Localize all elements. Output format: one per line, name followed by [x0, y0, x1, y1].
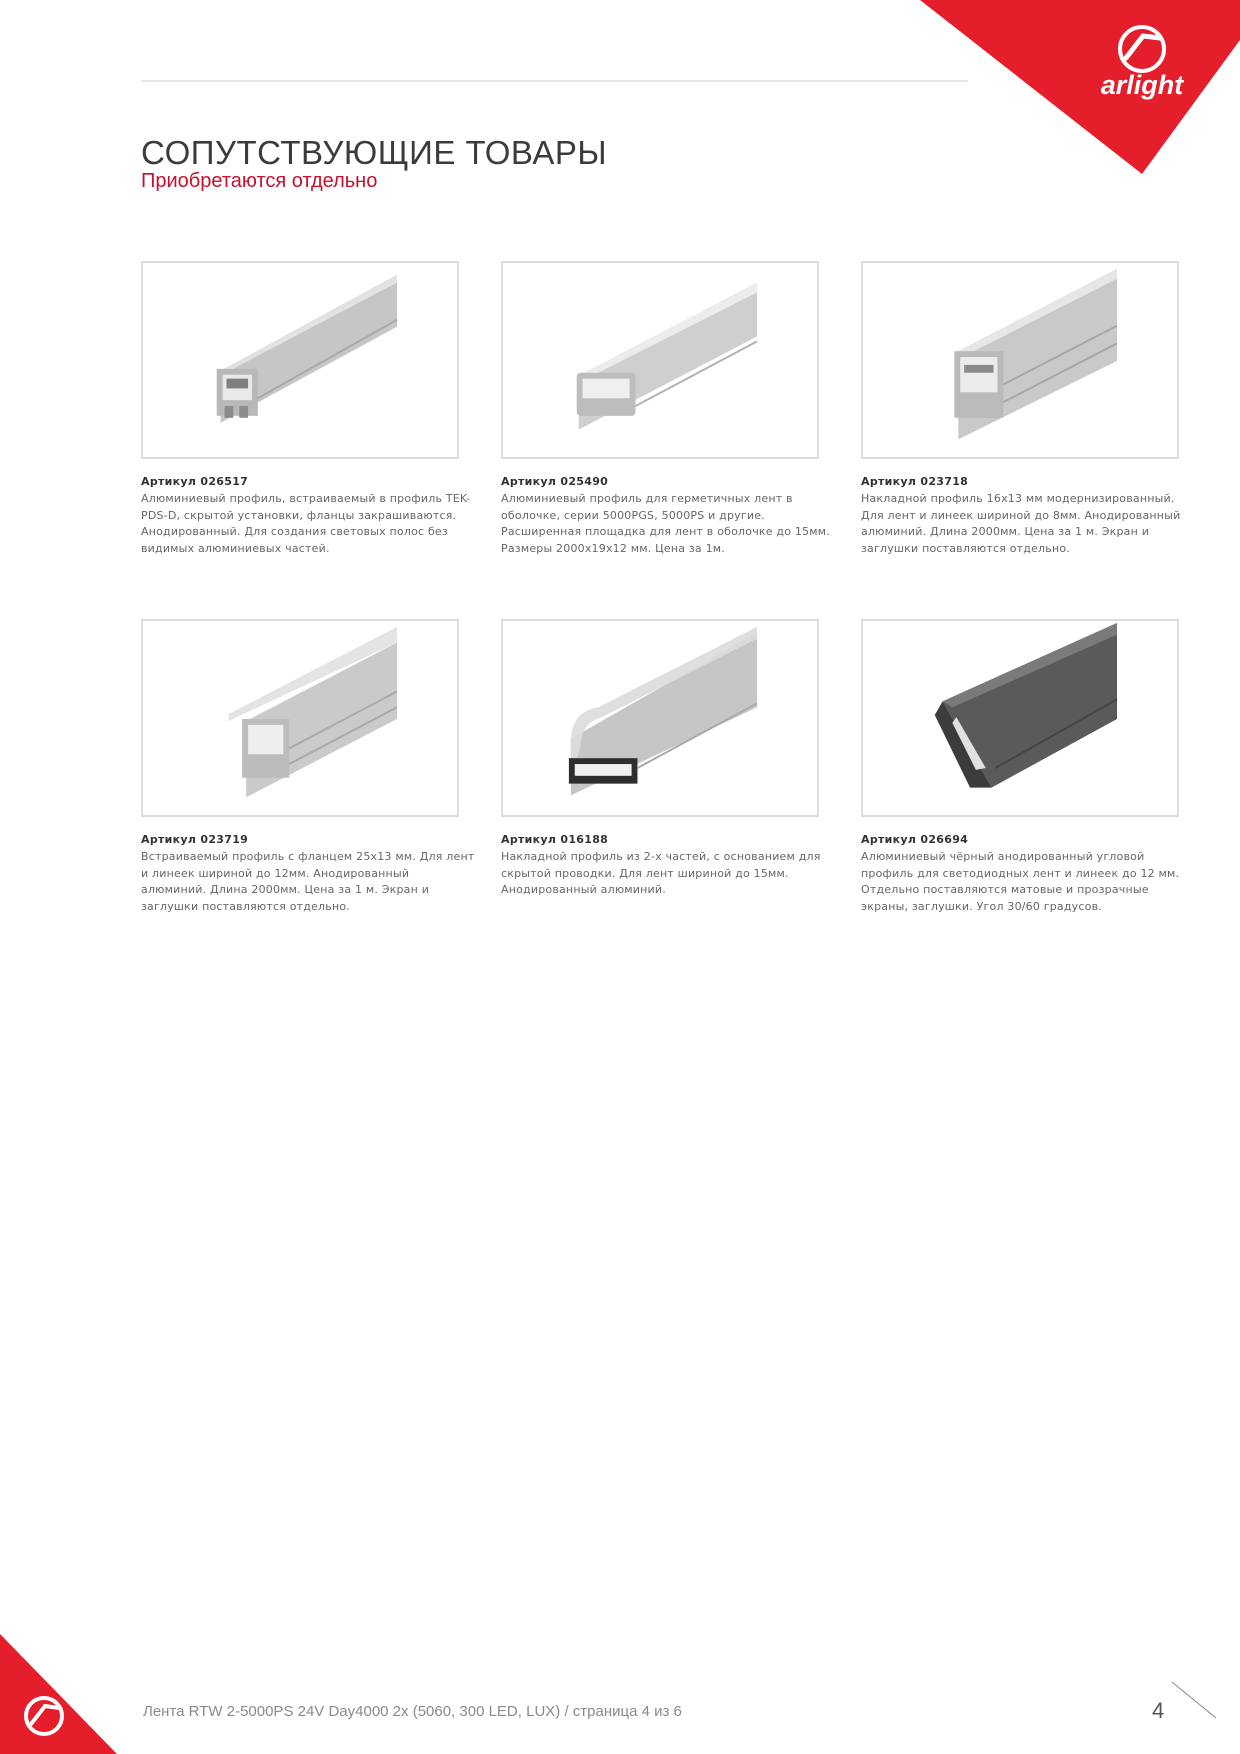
product-image-frame [141, 619, 459, 817]
product-article: Артикул 025490 [501, 475, 609, 488]
product-article: Артикул 023719 [141, 833, 249, 846]
product-card [861, 619, 1196, 915]
product-description: Накладной профиль 16x13 мм модернизированный. Для лент и линеек шириной до 8мм. Анодированный алюминий. Длина 2000мм. Цена за 1 м. Экран и заглушки поставляются отдельно. [861, 492, 1181, 555]
page-subtitle: Приобретаются отдельно [141, 170, 378, 192]
profile-image [143, 621, 457, 815]
profile-image [863, 621, 1177, 815]
footer-document-title: Лента RTW 2-5000PS 24V Day4000 2x (5060, 300 LED, LUX) / страница 4 из 6 [143, 1703, 682, 1720]
page-title: СОПУТСТВУЮЩИЕ ТОВАРЫ [141, 134, 608, 172]
product-image-frame [861, 619, 1179, 817]
product-card [501, 619, 836, 899]
brand-corner-bottom-left [0, 1594, 120, 1754]
product-description: Алюминиевый чёрный анодированный угловой профиль для светодиодных лент и линеек до 12 мм. Отдельно поставляются матовые и прозрачные экраны, заглушки. Угол 30/60 градусов. [861, 850, 1180, 913]
product-article: Артикул 026694 [861, 833, 969, 846]
product-description: Накладной профиль из 2-х частей, с основанием для скрытой проводки. Для лент шириной до 15мм. Анодированный алюминий. [501, 850, 821, 897]
product-description: Встраиваемый профиль с фланцем 25x13 мм. Для лент и линеек шириной до 12мм. Анодированный алюминий. Длина 2000мм. Цена за 1 м. Экран и заглушки поставляются отдельно. [141, 850, 475, 913]
product-card [141, 261, 476, 557]
product-article: Артикул 023718 [861, 475, 969, 488]
product-card [501, 261, 836, 557]
product-description: Алюминиевый профиль для герметичных лент в оболочке, серии 5000PGS, 5000PS и другие. Расширенная площадка для лент в оболочке до 15мм. Размеры 2000x19x12 мм. Цена за 1м. [501, 492, 830, 555]
product-image-frame [501, 619, 819, 817]
product-image-frame [141, 261, 459, 459]
logo-text: arlight [1100, 70, 1184, 100]
profile-image [863, 263, 1177, 457]
profile-image [503, 621, 817, 815]
page-number: 4 [1152, 1698, 1165, 1723]
product-card [861, 261, 1196, 557]
product-article: Артикул 026517 [141, 475, 249, 488]
brand-corner-top-right [920, 0, 1240, 180]
product-image-frame [861, 261, 1179, 459]
header-rule [141, 80, 968, 82]
page-corner-line [1170, 1680, 1220, 1720]
profile-image [143, 263, 457, 457]
product-card [141, 619, 476, 915]
profile-image [503, 263, 817, 457]
product-description: Алюминиевый профиль, встраиваемый в профиль TEK-PDS-D, скрытой установки, фланцы закрашиваются. Анодированный. Для создания световых полос без видимых алюминиевых частей. [141, 492, 471, 555]
product-article: Артикул 016188 [501, 833, 609, 846]
product-image-frame [501, 261, 819, 459]
